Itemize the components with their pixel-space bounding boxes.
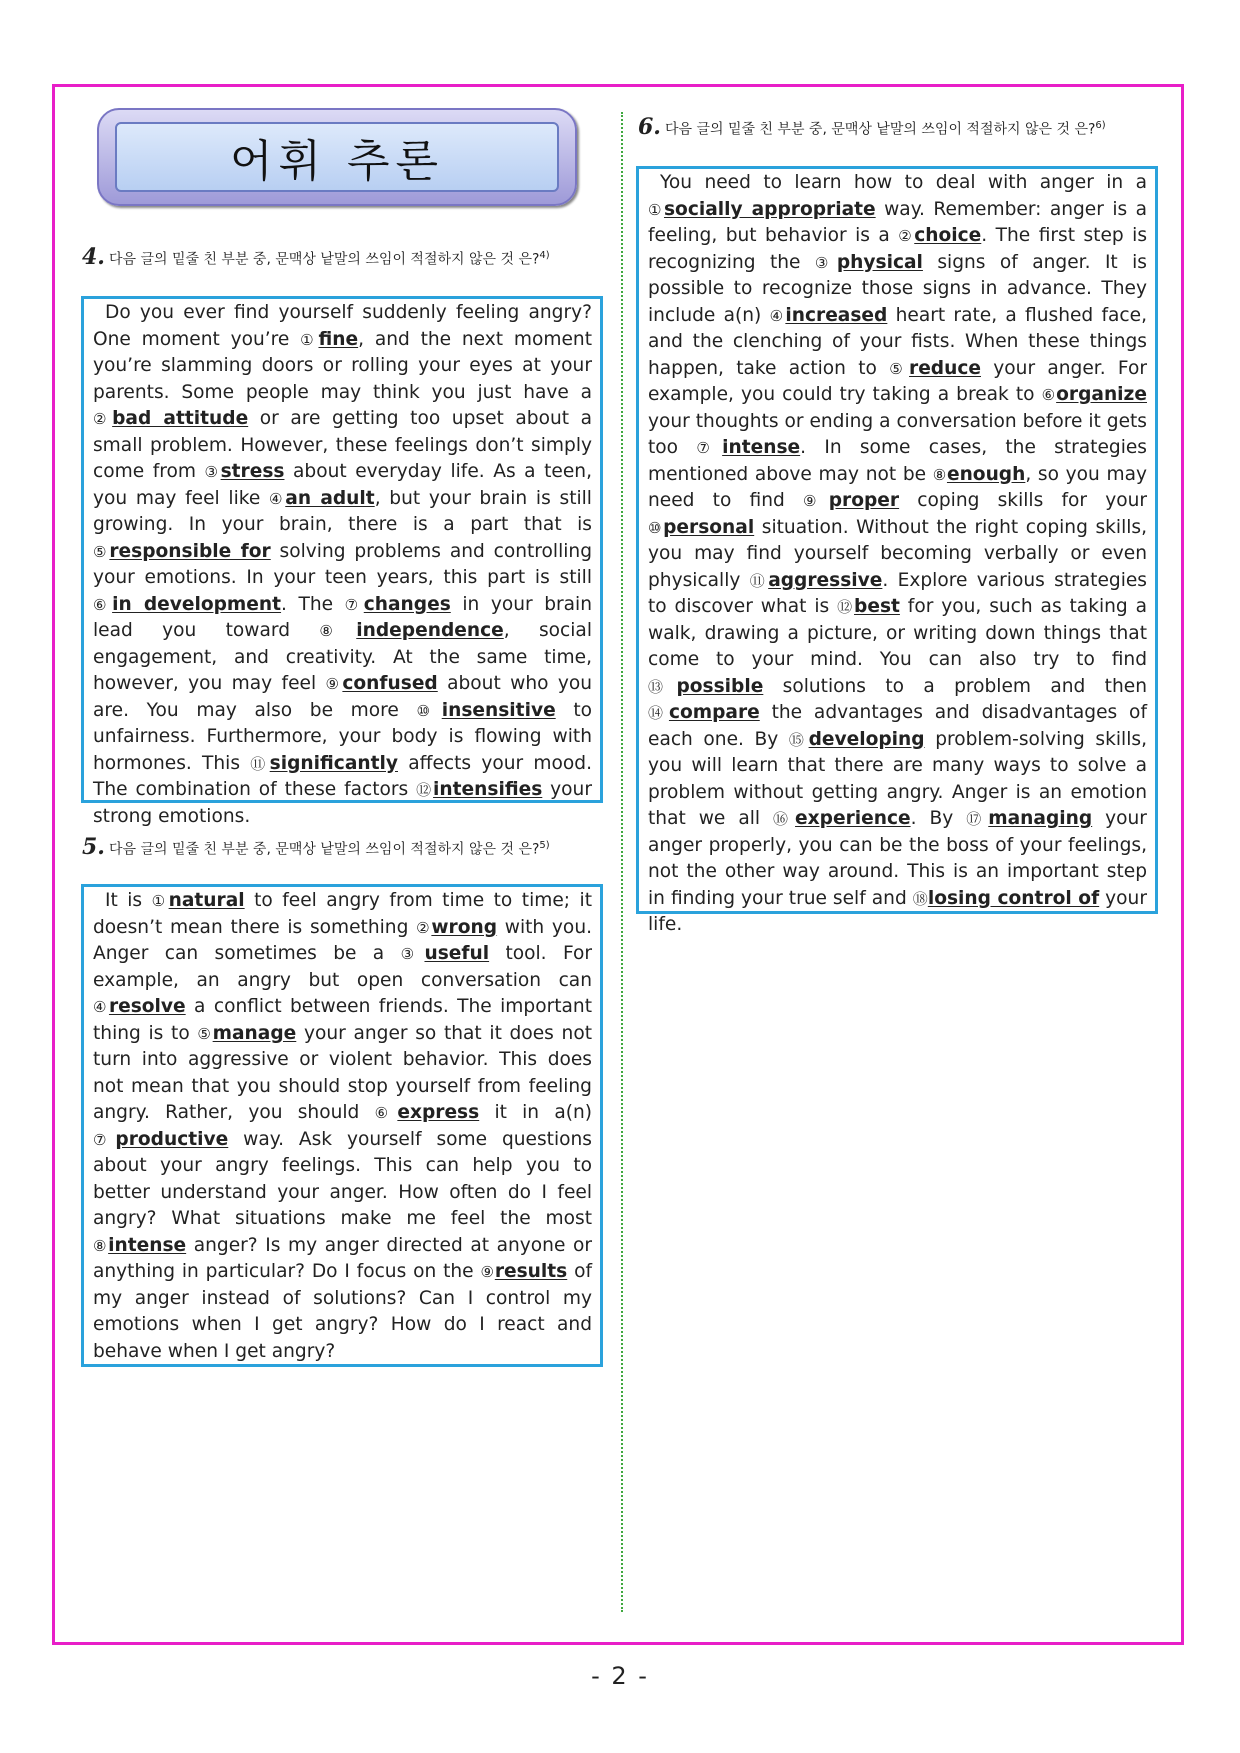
passage-segment: for you, such as taking a walk, drawing a picture, or writing down things that come to your mind. You can also try to find bbox=[648, 596, 1147, 670]
passage-segment: solutions to a problem and then bbox=[763, 675, 1147, 697]
passage-segment: signs of anger. It is possible to recognize those signs in advance. They include a(n) bbox=[648, 251, 1147, 326]
choice-marker: ⑪ bbox=[749, 571, 769, 590]
passage-segment: solving problems and controlling your emotions. In your teen years, this part is still bbox=[93, 540, 592, 588]
underlined-word: bad attitude bbox=[112, 408, 249, 429]
choice-marker: ⑥ bbox=[1041, 386, 1057, 404]
choice-marker: ⑩ bbox=[648, 518, 664, 537]
question-5-header bbox=[82, 833, 607, 860]
passage-segment: . The bbox=[281, 593, 345, 615]
underlined-word: enough bbox=[946, 463, 1026, 485]
passage-segment: , and the next moment you’re slamming doors or rolling your eyes at your parents. Some people may think you just have a bbox=[93, 328, 593, 403]
passage-segment: coping skills for your bbox=[899, 490, 1148, 511]
page-number: - 2 - bbox=[591, 1662, 649, 1690]
choice-marker: ③ bbox=[400, 945, 425, 963]
section-title-inner bbox=[115, 122, 559, 192]
passage-segment: . By bbox=[910, 808, 967, 829]
underlined-word: organize bbox=[1056, 384, 1147, 405]
choice-marker: ④ bbox=[769, 306, 786, 325]
passage-segment: affects your mood. The combination of these factors bbox=[93, 752, 592, 800]
underlined-word: increased bbox=[785, 304, 888, 326]
underlined-word: possible bbox=[676, 675, 764, 697]
question-6-passage bbox=[636, 166, 1158, 935]
question-number: 5. bbox=[82, 833, 105, 860]
passage-segment: your life. bbox=[648, 887, 1147, 935]
underlined-word: socially appropriate bbox=[663, 198, 876, 220]
choice-marker: ⑧ bbox=[93, 1236, 109, 1255]
passage-segment: tool. For example, an angry but open conversation can bbox=[93, 943, 592, 991]
question-instruction: 다음 글의 밑줄 친 부분 중, 문맥상 낱말의 쓰임이 적절하지 않은 것 은? bbox=[108, 251, 540, 268]
underlined-word: intense bbox=[108, 1234, 187, 1256]
choice-marker: ⑬ bbox=[648, 677, 677, 696]
underlined-word: useful bbox=[424, 943, 490, 964]
choice-marker: ⑤ bbox=[889, 359, 910, 378]
passage-segment: to unfairness. Furthermore, your body is flowing with hormones. This bbox=[93, 699, 593, 774]
question-4-passage bbox=[81, 296, 603, 827]
passage-segment: to feel angry from time to time; it doesn’t mean there is something bbox=[93, 890, 592, 938]
choice-marker: ⑧ bbox=[932, 465, 947, 484]
question-6-header bbox=[638, 113, 1168, 140]
passage-segment: anger? Is my anger directed at anyone or anything in particular? Do I focus on the bbox=[93, 1234, 592, 1282]
underlined-word: natural bbox=[168, 890, 245, 911]
choice-marker: ⑤ bbox=[93, 542, 110, 561]
choice-marker: ③ bbox=[814, 253, 837, 272]
underlined-word: wrong bbox=[431, 916, 498, 938]
choice-marker: ② bbox=[898, 227, 915, 245]
choice-marker: ⑮ bbox=[788, 730, 809, 749]
underlined-word: losing control of bbox=[927, 887, 1100, 909]
passage-segment: . In some cases, the strategies mentioned above may not be bbox=[648, 437, 1147, 485]
underlined-word: best bbox=[854, 596, 900, 617]
choice-marker: ⑪ bbox=[250, 754, 270, 773]
passage-segment: your anger. For example, you could try taking a break to bbox=[648, 357, 1147, 405]
underlined-word: physical bbox=[836, 251, 923, 273]
passage-segment: the advantages and disadvantages of each one. By bbox=[648, 702, 1147, 750]
underlined-word: proper bbox=[828, 490, 900, 511]
passage-segment: about everyday life. As a teen, you may feel like bbox=[93, 461, 592, 509]
underlined-word: intensifies bbox=[433, 779, 543, 800]
underlined-word: experience bbox=[795, 808, 911, 829]
choice-marker: ⑰ bbox=[966, 810, 989, 828]
underlined-word: resolve bbox=[108, 996, 186, 1017]
passage-segment: a conflict between friends. The important thing is to bbox=[93, 996, 592, 1044]
passage-segment: about who you are. You may also be more bbox=[93, 673, 592, 721]
choice-marker: ② bbox=[416, 918, 432, 937]
choice-marker: ⑦ bbox=[93, 1130, 116, 1149]
question-5-passage bbox=[81, 884, 603, 1367]
underlined-word: fine bbox=[318, 328, 359, 350]
passage-segment: in your brain lead you toward bbox=[93, 593, 592, 641]
passage-segment: , but your brain is still growing. In your brain, there is a part that is bbox=[93, 487, 592, 535]
choice-marker: ④ bbox=[93, 998, 109, 1016]
passage-segment: way. Remember: anger is a feeling, but behavior is a bbox=[648, 198, 1148, 246]
choice-marker: ⑫ bbox=[837, 598, 855, 616]
underlined-word: changes bbox=[363, 593, 451, 615]
choice-marker: ② bbox=[93, 410, 113, 428]
choice-marker: ④ bbox=[269, 489, 286, 508]
choice-marker: ⑨ bbox=[325, 675, 343, 693]
underlined-word: stress bbox=[220, 461, 285, 482]
passage-text bbox=[93, 300, 592, 830]
choice-marker: ⑩ bbox=[416, 701, 442, 720]
underlined-word: productive bbox=[115, 1128, 229, 1150]
choice-marker: ⑫ bbox=[416, 781, 434, 799]
passage-segment: It is bbox=[105, 890, 152, 911]
question-instruction: 다음 글의 밑줄 친 부분 중, 문맥상 낱말의 쓰임이 적절하지 않은 것 은? bbox=[664, 121, 1096, 138]
passage-segment: with you. Anger can sometimes be a bbox=[93, 916, 593, 964]
underlined-word: personal bbox=[663, 516, 755, 538]
choice-marker: ⑥ bbox=[93, 595, 113, 614]
choice-marker: ⑭ bbox=[648, 704, 669, 722]
footnote-ref: 4) bbox=[539, 250, 550, 261]
underlined-word: manage bbox=[212, 1022, 297, 1044]
underlined-word: developing bbox=[808, 728, 925, 750]
passage-segment: it in a(n) bbox=[479, 1102, 593, 1123]
underlined-word: managing bbox=[988, 808, 1093, 829]
question-4-header bbox=[82, 243, 607, 270]
choice-marker: ⑦ bbox=[696, 439, 723, 457]
passage-segment: way. Ask yourself some questions about your angry feelings. This can help you to better understand your anger. How often do I feel angry? What situations make me feel the most bbox=[93, 1128, 592, 1229]
underlined-word: reduce bbox=[909, 357, 981, 379]
underlined-word: express bbox=[397, 1102, 480, 1123]
underlined-word: intense bbox=[722, 437, 801, 458]
choice-marker: ① bbox=[300, 330, 319, 349]
passage-segment: , social engagement, and creativity. At the same time, however, you may feel bbox=[93, 620, 592, 694]
section-title-banner bbox=[97, 108, 577, 206]
passage-segment: or are getting too upset about a small problem. However, these feelings don’t simply come from bbox=[93, 408, 592, 482]
underlined-word: an adult bbox=[285, 487, 375, 509]
choice-marker: ③ bbox=[204, 463, 221, 481]
underlined-word: responsible for bbox=[109, 540, 271, 562]
passage-text bbox=[648, 170, 1147, 939]
choice-marker: ⑦ bbox=[344, 595, 364, 614]
footnote-ref: 5) bbox=[539, 840, 550, 851]
question-number: 6. bbox=[638, 113, 661, 140]
underlined-word: aggressive bbox=[768, 569, 883, 591]
underlined-word: results bbox=[494, 1261, 568, 1282]
passage-segment: Do you ever find yourself suddenly feeling angry? One moment you’re bbox=[93, 302, 592, 350]
passage-segment: You need to learn how to deal with anger in a bbox=[660, 172, 1147, 193]
choice-marker: ⑨ bbox=[480, 1263, 495, 1281]
passage-segment: of my anger instead of solutions? Can I control my emotions when I get angry? How do I react and behave when I get angry? bbox=[93, 1261, 593, 1362]
underlined-word: confused bbox=[342, 673, 438, 694]
passage-segment: your thoughts or ending a conversation before it gets too bbox=[648, 410, 1147, 458]
section-title: 어휘 추론 bbox=[229, 136, 444, 187]
question-instruction: 다음 글의 밑줄 친 부분 중, 문맥상 낱말의 쓰임이 적절하지 않은 것 은? bbox=[108, 841, 540, 858]
passage-segment: . The first step is recognizing the bbox=[648, 225, 1148, 273]
underlined-word: insensitive bbox=[441, 699, 556, 721]
choice-marker: ⑯ bbox=[773, 810, 796, 828]
choice-marker: ⑨ bbox=[803, 492, 829, 510]
passage-segment: , so you may need to find bbox=[648, 463, 1147, 511]
underlined-word: significantly bbox=[269, 752, 398, 774]
choice-marker: ① bbox=[648, 200, 664, 219]
passage-segment: your strong emotions. bbox=[93, 779, 592, 827]
footnote-ref: 6) bbox=[1095, 120, 1106, 131]
passage-segment: heart rate, a flushed face, and the clenching of your fists. When these things happen, take action to bbox=[648, 304, 1148, 379]
passage-text bbox=[93, 888, 592, 1365]
column-divider bbox=[621, 112, 623, 1612]
passage-segment: problem-solving skills, you will learn that there are many ways to solve a problem without getting angry. Anger is an emotion that we all bbox=[648, 728, 1147, 829]
passage-segment: situation. Without the right coping skills, you may find yourself becoming verbally or even physically bbox=[648, 516, 1148, 591]
choice-marker: ⑧ bbox=[319, 622, 357, 640]
choice-marker: ⑱ bbox=[912, 889, 928, 908]
underlined-word: independence bbox=[356, 620, 504, 641]
passage-segment: your anger properly, you can be the boss of your feelings, not the other way around. This is an important step in finding your true self and bbox=[648, 808, 1147, 909]
underlined-word: choice bbox=[914, 225, 982, 246]
passage-segment: your anger so that it does not turn into aggressive or violent behavior. This does not mean that you should stop yourself from feeling angry. Rather, you should bbox=[93, 1022, 592, 1123]
passage-segment: . Explore various strategies to discover what is bbox=[648, 569, 1147, 617]
underlined-word: compare bbox=[668, 702, 760, 723]
choice-marker: ⑥ bbox=[374, 1104, 398, 1122]
underlined-word: in development bbox=[112, 593, 282, 615]
choice-marker: ① bbox=[151, 892, 169, 910]
choice-marker: ⑤ bbox=[197, 1024, 213, 1043]
question-number: 4. bbox=[82, 243, 105, 270]
